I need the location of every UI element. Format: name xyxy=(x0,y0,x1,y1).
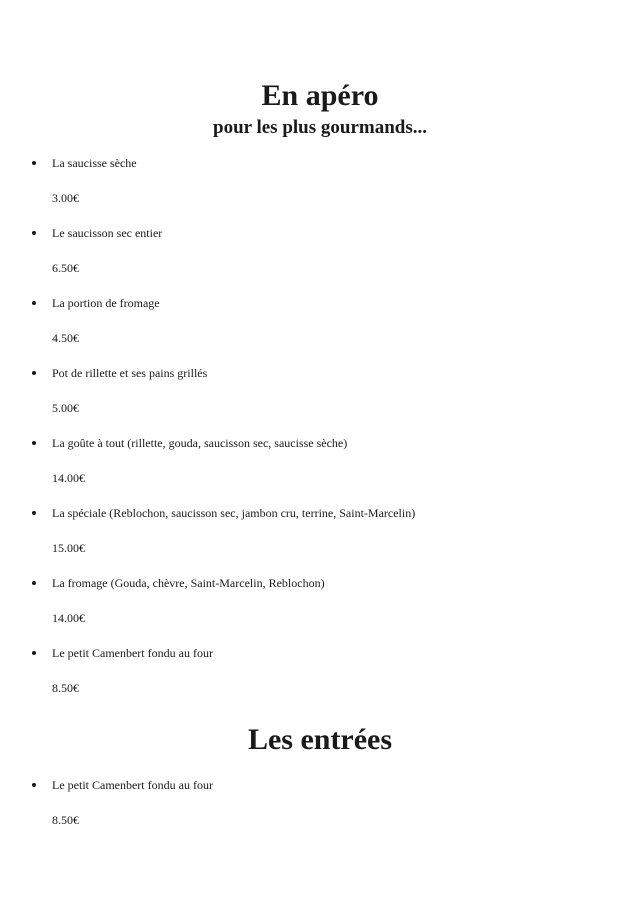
item-price: 15.00€ xyxy=(52,541,85,555)
item-price: 14.00€ xyxy=(52,471,85,485)
section-title-apero: En apéro xyxy=(261,79,379,112)
entrees-menu-list xyxy=(0,777,640,847)
item-name: La goûte à tout (rillette, gouda, saucisson sec, saucisse sèche) xyxy=(52,436,348,450)
item-price: 8.50€ xyxy=(52,681,79,695)
list-item xyxy=(0,365,640,435)
item-name: Le petit Camenbert fondu au four xyxy=(52,646,213,660)
list-item xyxy=(0,645,640,715)
item-price: 3.00€ xyxy=(52,191,79,205)
item-name: La saucisse sèche xyxy=(52,156,137,170)
section-title-entrees: Les entrées xyxy=(247,723,393,756)
bullet-icon xyxy=(32,783,36,787)
bullet-icon xyxy=(32,441,36,445)
bullet-icon xyxy=(32,231,36,235)
item-name: La fromage (Gouda, chèvre, Saint-Marcelin, Reblochon) xyxy=(52,576,325,590)
list-item xyxy=(0,435,640,505)
bullet-icon xyxy=(32,651,36,655)
item-name: La spéciale (Reblochon, saucisson sec, jambon cru, terrine, Saint-Marcelin) xyxy=(52,506,416,520)
list-item xyxy=(0,155,640,225)
item-name: Le petit Camenbert fondu au four xyxy=(52,778,213,792)
item-name: Le saucisson sec entier xyxy=(52,226,163,240)
item-price: 4.50€ xyxy=(52,331,79,345)
section-subtitle-apero: pour les plus gourmands... xyxy=(213,117,427,138)
list-item xyxy=(0,295,640,365)
list-item xyxy=(0,777,640,847)
list-item xyxy=(0,575,640,645)
apero-menu-list xyxy=(0,155,640,715)
bullet-icon xyxy=(32,161,36,165)
bullet-icon xyxy=(32,511,36,515)
bullet-icon xyxy=(32,371,36,375)
bullet-icon xyxy=(32,301,36,305)
item-name: La portion de fromage xyxy=(52,296,160,310)
list-item xyxy=(0,505,640,575)
item-name: Pot de rillette et ses pains grillés xyxy=(52,366,208,380)
item-price: 6.50€ xyxy=(52,261,79,275)
bullet-icon xyxy=(32,581,36,585)
item-price: 14.00€ xyxy=(52,611,85,625)
list-item xyxy=(0,225,640,295)
item-price: 8.50€ xyxy=(52,813,79,827)
item-price: 5.00€ xyxy=(52,401,79,415)
